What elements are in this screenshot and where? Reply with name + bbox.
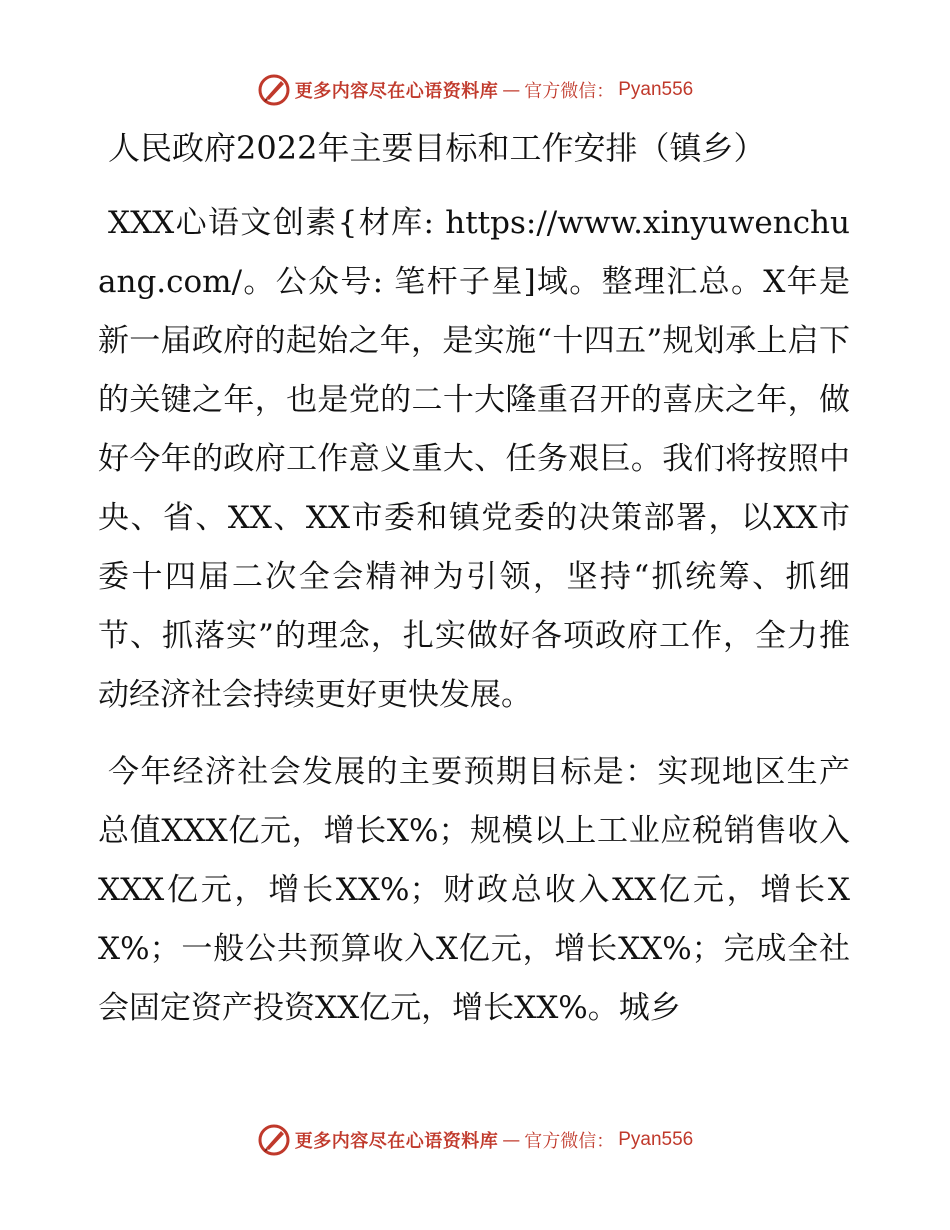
document-body <box>98 120 850 1056</box>
banner-dash: — <box>502 1129 521 1151</box>
banner-wechat-id: Pyan556 <box>618 1129 694 1150</box>
quill-pen-logo-icon <box>257 1123 291 1157</box>
footer-banner <box>0 1120 950 1160</box>
banner-wechat-label: 官方微信： <box>524 81 615 102</box>
header-banner <box>0 70 950 110</box>
quill-pen-logo-icon <box>257 73 291 107</box>
paragraph-intro: XXX心语文创素{材库: https://www.xinyuwenchuang.com/。公众号: 笔杆子星]域。整理汇总。X年是新一届政府的起始之年，是实施“十四五”规划承上启下的关键之年，也是党的二十大隆重召开的喜庆之年，做好今年的政府工作意义重大、任务艰巨。我们将按照中央、省、XX、XX市委和镇党委的决策部署，以XX市委十四届二次全会精神为引领，坚持“抓统筹、抓细节、抓落实”的理念，扎实做好各项政府工作，全力推动经济社会持续更好更快发展。 <box>98 205 850 713</box>
banner-wechat-label: 官方微信： <box>524 1131 615 1152</box>
banner-text: 更多内容尽在心语资料库 <box>294 1131 499 1152</box>
banner-dash: — <box>502 79 521 101</box>
banner-text: 更多内容尽在心语资料库 <box>294 81 499 102</box>
paragraph-targets: 今年经济社会发展的主要预期目标是：实现地区生产总值XXX亿元，增长X%；规模以上工业应税销售收入XXX亿元，增长XX%；财政总收入XX亿元，增长XX%；一般公共预算收入X亿元，增长XX%；完成全社会固定资产投资XX亿元，增长XX%。城乡 <box>98 754 850 1026</box>
document-title: 人民政府2022年主要目标和工作安排（镇乡） <box>108 129 766 167</box>
banner-wechat-id: Pyan556 <box>618 79 694 100</box>
